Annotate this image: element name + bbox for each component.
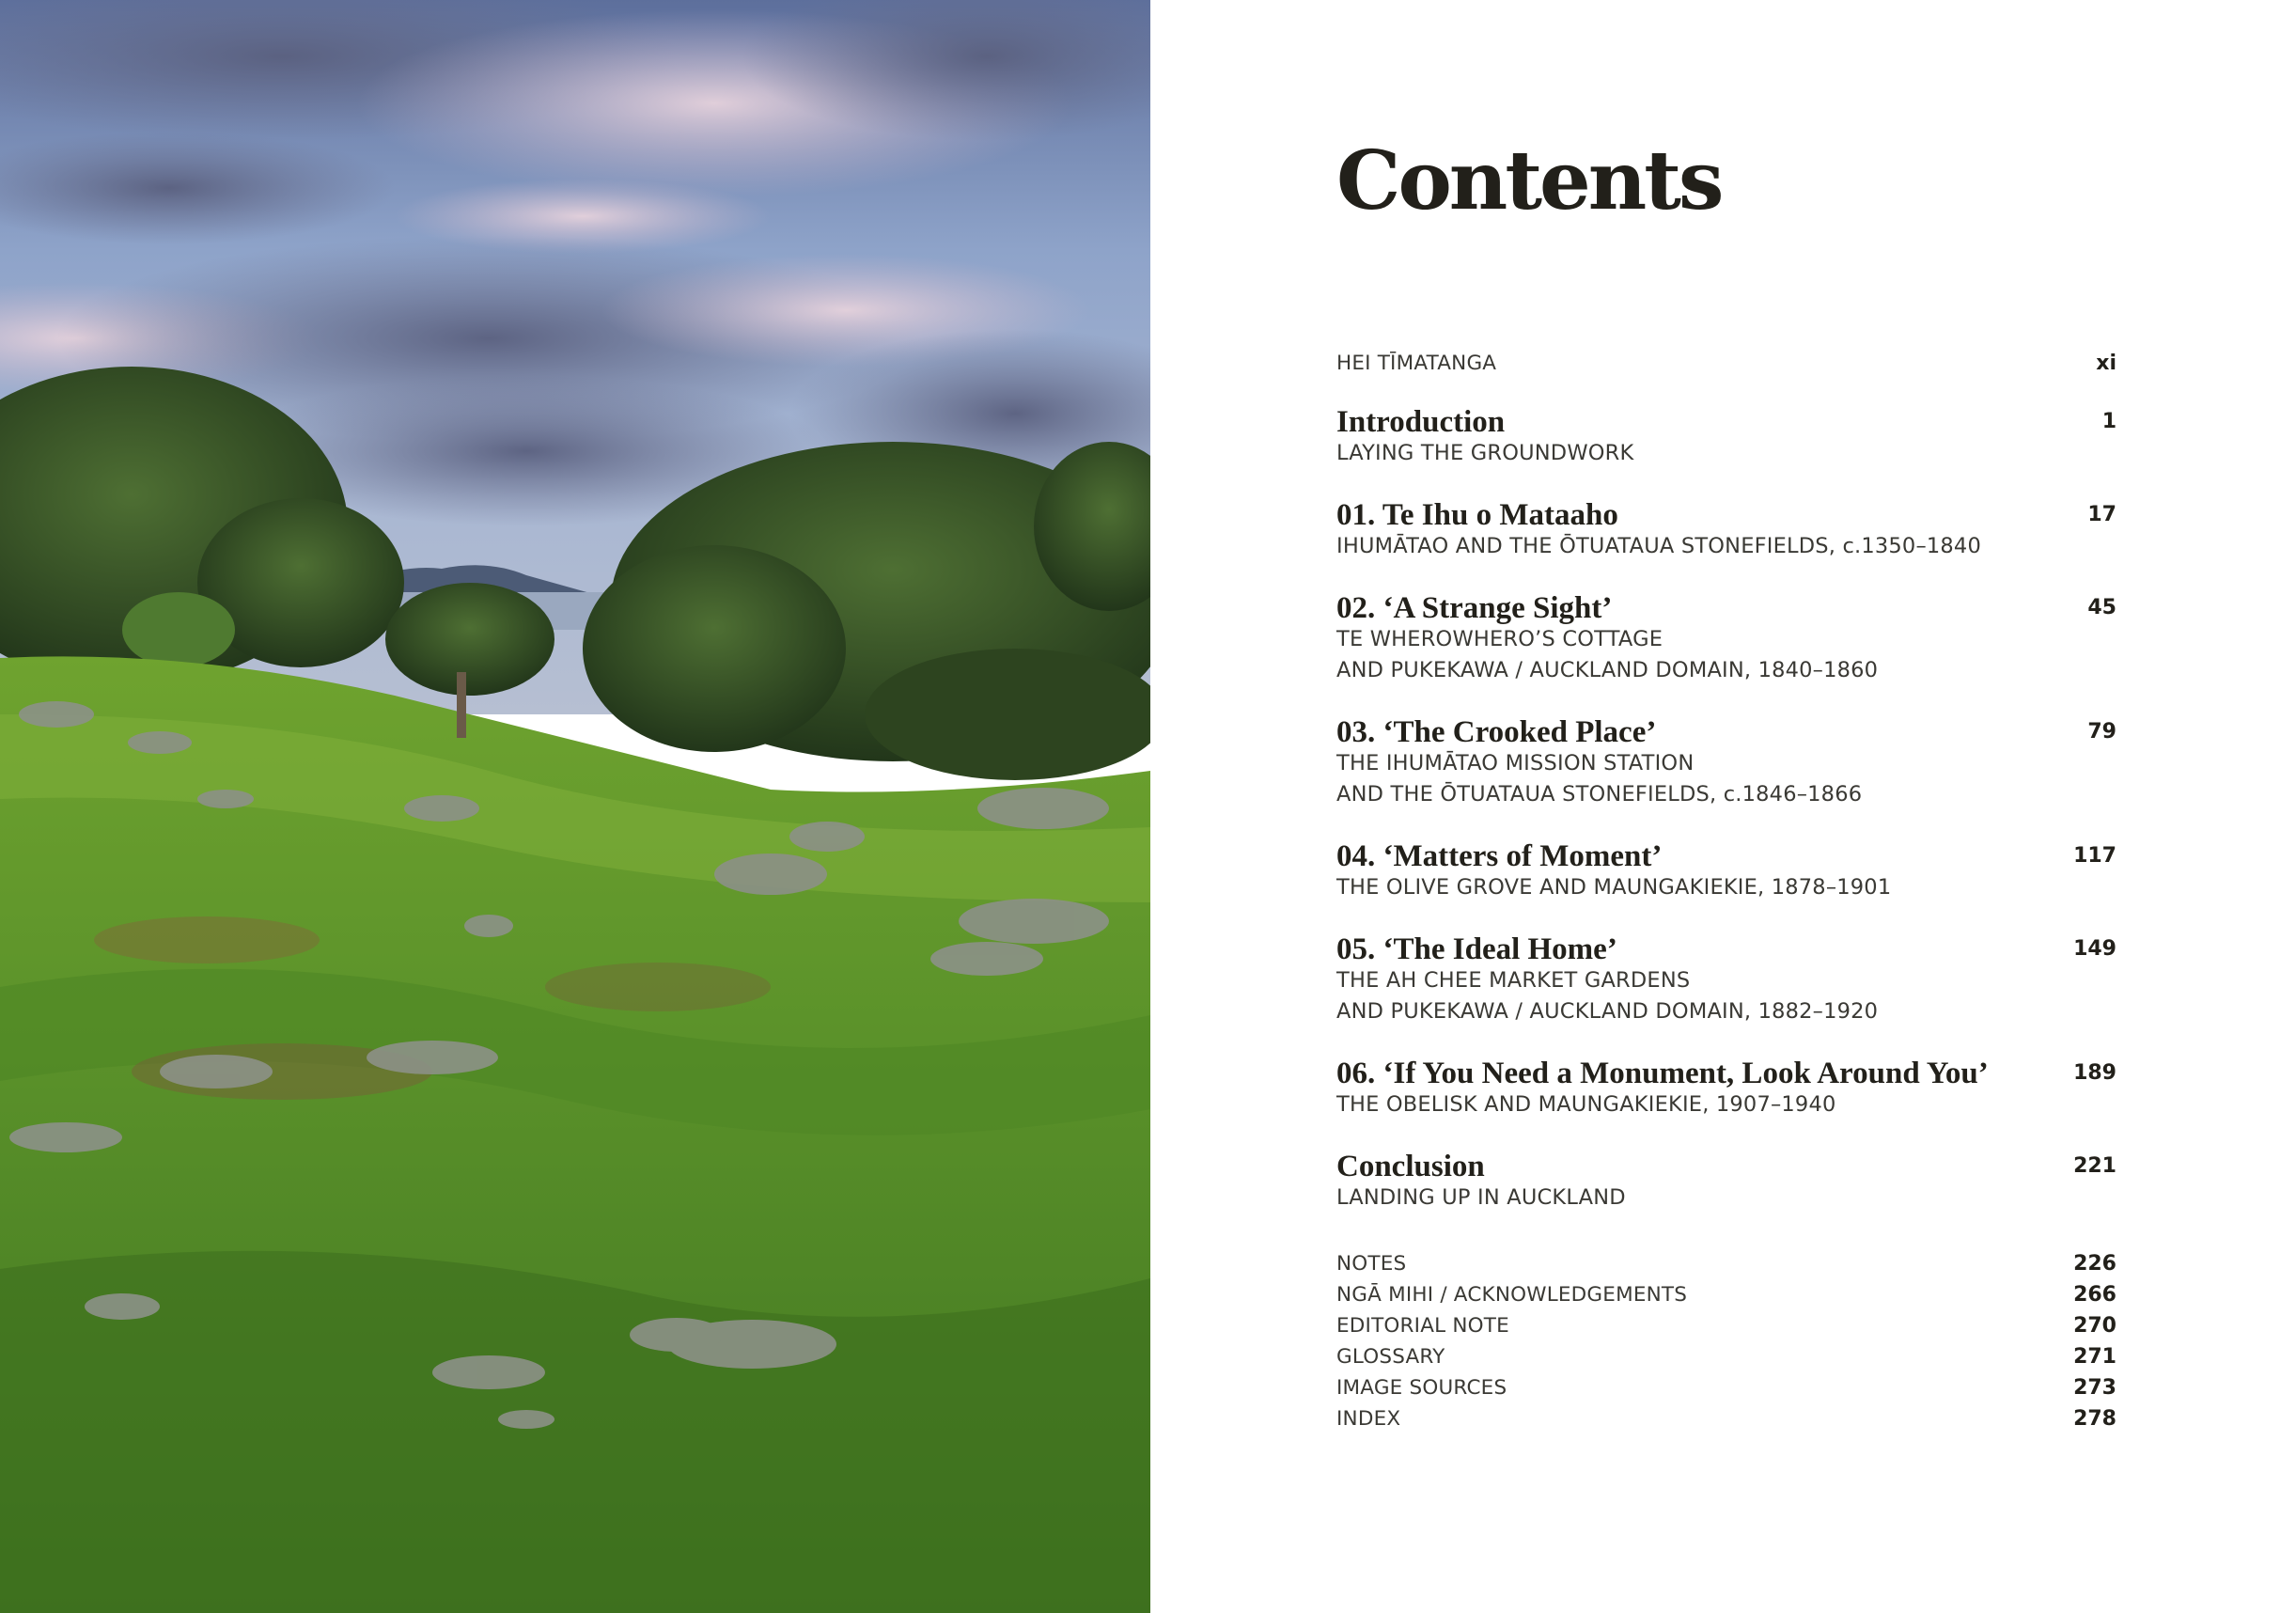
toc-subtitle: THE AH CHEE MARKET GARDENS bbox=[1336, 968, 1691, 993]
page-number: 270 bbox=[2073, 1314, 2116, 1338]
toc-entry-introduction[interactable] bbox=[1336, 406, 2116, 469]
toc-subtitle: LAYING THE GROUNDWORK bbox=[1336, 441, 1634, 465]
toc-subtitle: TE WHEROWHERO’S COTTAGE bbox=[1336, 627, 1663, 651]
toc-label: EDITORIAL NOTE bbox=[1336, 1314, 1509, 1338]
page-number: 266 bbox=[2073, 1283, 2116, 1307]
page-number: 221 bbox=[2073, 1154, 2116, 1178]
toc-entry-chapter-04[interactable] bbox=[1336, 840, 2116, 903]
toc-label: INDEX bbox=[1336, 1407, 1401, 1431]
toc-entry-chapter-06[interactable] bbox=[1336, 1057, 2116, 1120]
toc-entry-chapter-02[interactable] bbox=[1336, 592, 2116, 686]
toc-label: HEI TĪMATANGA bbox=[1336, 352, 1497, 375]
toc-entry-chapter-03[interactable] bbox=[1336, 716, 2116, 810]
contents-page bbox=[1150, 0, 2296, 1613]
page-number: 45 bbox=[2087, 596, 2116, 619]
toc-entry-conclusion[interactable] bbox=[1336, 1151, 2116, 1214]
page-number: 273 bbox=[2073, 1376, 2116, 1400]
toc-subtitle: AND PUKEKAWA / AUCKLAND DOMAIN, 1840–1860 bbox=[1336, 658, 1879, 682]
toc-subtitle: THE OLIVE GROVE AND MAUNGAKIEKIE, 1878–1901 bbox=[1336, 875, 1892, 900]
page-number: 278 bbox=[2073, 1407, 2116, 1431]
toc-subtitle: AND PUKEKAWA / AUCKLAND DOMAIN, 1882–1920 bbox=[1336, 999, 1879, 1024]
page-number: 271 bbox=[2073, 1345, 2116, 1369]
page-number: 79 bbox=[2087, 720, 2116, 744]
front-matter-row[interactable] bbox=[1336, 348, 2116, 379]
back-matter-row-glossary[interactable] bbox=[1336, 1341, 2116, 1372]
toc-subtitle: LANDING UP IN AUCKLAND bbox=[1336, 1185, 1626, 1210]
back-matter-row-editorial-note[interactable] bbox=[1336, 1310, 2116, 1341]
toc-subtitle: AND THE ŌTUATAUA STONEFIELDS, c.1846–1866 bbox=[1336, 782, 1863, 806]
toc-label: IMAGE SOURCES bbox=[1336, 1376, 1507, 1400]
toc-label: NGĀ MIHI / ACKNOWLEDGEMENTS bbox=[1336, 1283, 1688, 1307]
page-number: 1 bbox=[2101, 410, 2116, 433]
page-title: Contents bbox=[1336, 133, 1722, 228]
toc-subtitle: IHUMĀTAO AND THE ŌTUATAUA STONEFIELDS, c.1350–1840 bbox=[1336, 534, 1981, 558]
toc-heading: Introduction bbox=[1336, 405, 1506, 439]
page-number: 17 bbox=[2087, 503, 2116, 526]
toc-heading: Conclusion bbox=[1336, 1150, 1485, 1183]
toc-label: GLOSSARY bbox=[1336, 1345, 1445, 1369]
toc-label: NOTES bbox=[1336, 1252, 1407, 1276]
page-number: 189 bbox=[2073, 1061, 2116, 1085]
back-matter-row-notes[interactable] bbox=[1336, 1248, 2116, 1279]
page-number: xi bbox=[2096, 352, 2116, 375]
toc-heading: 01. Te Ihu o Mataaho bbox=[1336, 498, 1618, 532]
page-number: 117 bbox=[2073, 844, 2116, 868]
toc-entry-chapter-01[interactable] bbox=[1336, 499, 2116, 562]
back-matter-row-image-sources[interactable] bbox=[1336, 1372, 2116, 1403]
toc-heading: 05. ‘The Ideal Home’ bbox=[1336, 932, 1617, 966]
toc-heading: 04. ‘Matters of Moment’ bbox=[1336, 839, 1663, 873]
toc-subtitle: THE IHUMĀTAO MISSION STATION bbox=[1336, 751, 1695, 775]
page-number: 149 bbox=[2073, 937, 2116, 961]
toc-heading: 03. ‘The Crooked Place’ bbox=[1336, 715, 1657, 749]
toc-heading: 02. ‘A Strange Sight’ bbox=[1336, 591, 1613, 625]
toc-heading: 06. ‘If You Need a Monument, Look Around You’ bbox=[1336, 1057, 1989, 1090]
toc-subtitle: THE OBELISK AND MAUNGAKIEKIE, 1907–1940 bbox=[1336, 1092, 1836, 1117]
toc-entry-chapter-05[interactable] bbox=[1336, 933, 2116, 1027]
back-matter-row-acknowledgements[interactable] bbox=[1336, 1279, 2116, 1310]
page-number: 226 bbox=[2073, 1252, 2116, 1276]
back-matter-row-index[interactable] bbox=[1336, 1403, 2116, 1434]
